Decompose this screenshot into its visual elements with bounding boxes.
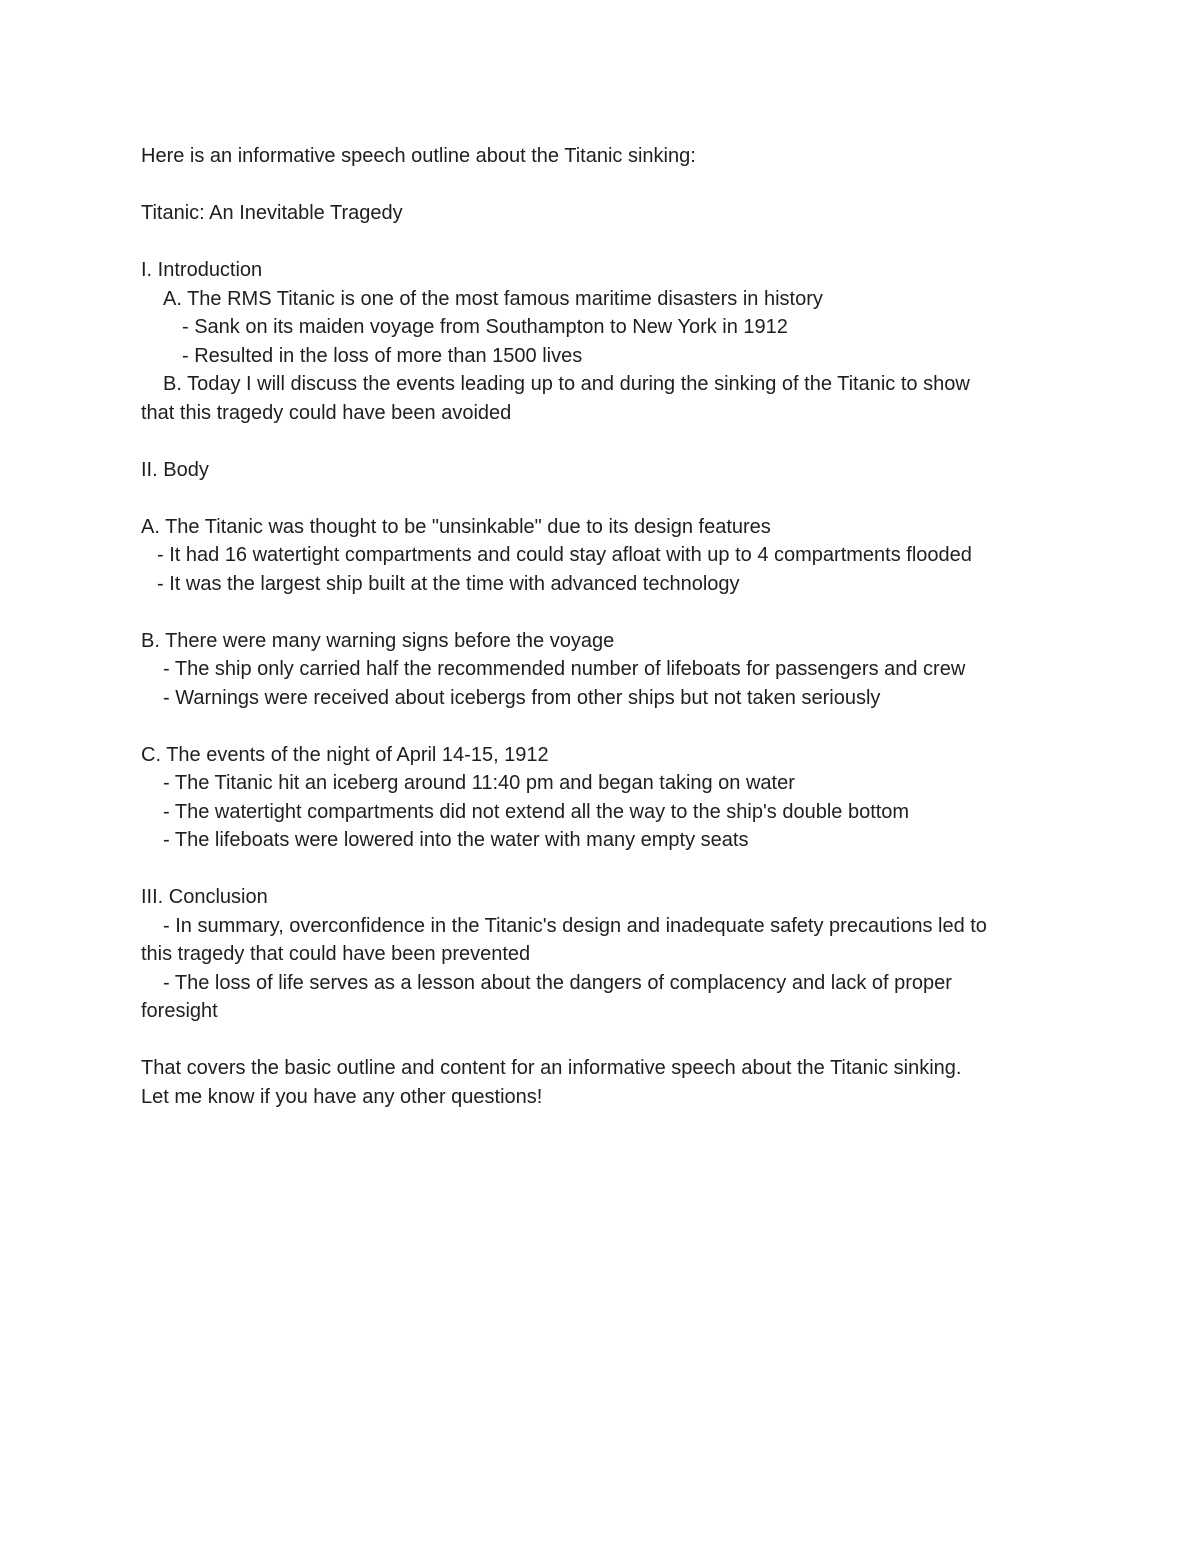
body-point-c-sub2: - The watertight compartments did not extend all the way to the ship's double bottom	[163, 800, 910, 823]
spacer	[141, 712, 1071, 741]
closing-line-2: Let me know if you have any other questions!	[141, 1085, 543, 1108]
body-point-a: A. The Titanic was thought to be "unsinkable" due to its design features	[141, 515, 771, 538]
section-heading-introduction: I. Introduction	[141, 259, 263, 281]
intro-point-b-continued: that this tragedy could have been avoided	[141, 401, 512, 424]
section-heading-conclusion: III. Conclusion	[141, 886, 268, 908]
conclusion-sub2-continued: foresight	[141, 1000, 218, 1022]
body-point-b-sub1: - The ship only carried half the recommended number of lifeboats for passengers and crew	[163, 658, 966, 680]
closing-line: That covers the basic outline and content for an informative speech about the Titanic sinking.	[141, 1057, 962, 1079]
body-point-a-sub2: - It was the largest ship built at the time with advanced technology	[157, 572, 740, 595]
intro-point-a: A. The RMS Titanic is one of the most famous maritime disasters in history	[163, 287, 823, 310]
intro-point-a-sub1: - Sank on its maiden voyage from Southampton to New York in 1912	[182, 316, 788, 338]
body-point-a-sub1: - It had 16 watertight compartments and could stay afloat with up to 4 compartments flooded	[157, 544, 972, 566]
body-point-b: B. There were many warning signs before the voyage	[141, 629, 615, 652]
conclusion-sub1-continued: this tragedy that could have been prevented	[141, 943, 531, 965]
conclusion-sub2: - The loss of life serves as a lesson about the dangers of complacency and lack of proper	[163, 971, 952, 994]
spacer	[141, 427, 1071, 456]
conclusion-sub1: - In summary, overconfidence in the Titanic's design and inadequate safety precautions led to	[163, 914, 987, 937]
spacer	[141, 855, 1071, 884]
body-point-b-sub2: - Warnings were received about icebergs from other ships but not taken seriously	[163, 686, 881, 709]
body-point-c-sub3: - The lifeboats were lowered into the water with many empty seats	[163, 829, 749, 851]
body-point-c-sub1: - The Titanic hit an iceberg around 11:40 pm and began taking on water	[163, 772, 795, 794]
spacer	[141, 598, 1071, 627]
document-body	[141, 142, 1071, 1111]
intro-point-b: B. Today I will discuss the events leading up to and during the sinking of the Titanic to show	[163, 373, 970, 395]
spacer	[141, 1026, 1071, 1055]
spacer	[141, 484, 1071, 513]
spacer	[141, 171, 1071, 200]
section-heading-body: II. Body	[141, 458, 209, 481]
body-point-c: C. The events of the night of April 14-15, 1912	[141, 743, 549, 766]
document-title: Titanic: An Inevitable Tragedy	[141, 202, 403, 224]
intro-point-a-sub2: - Resulted in the loss of more than 1500 lives	[182, 344, 583, 367]
spacer	[141, 228, 1071, 257]
intro-line: Here is an informative speech outline about the Titanic sinking:	[141, 145, 696, 167]
